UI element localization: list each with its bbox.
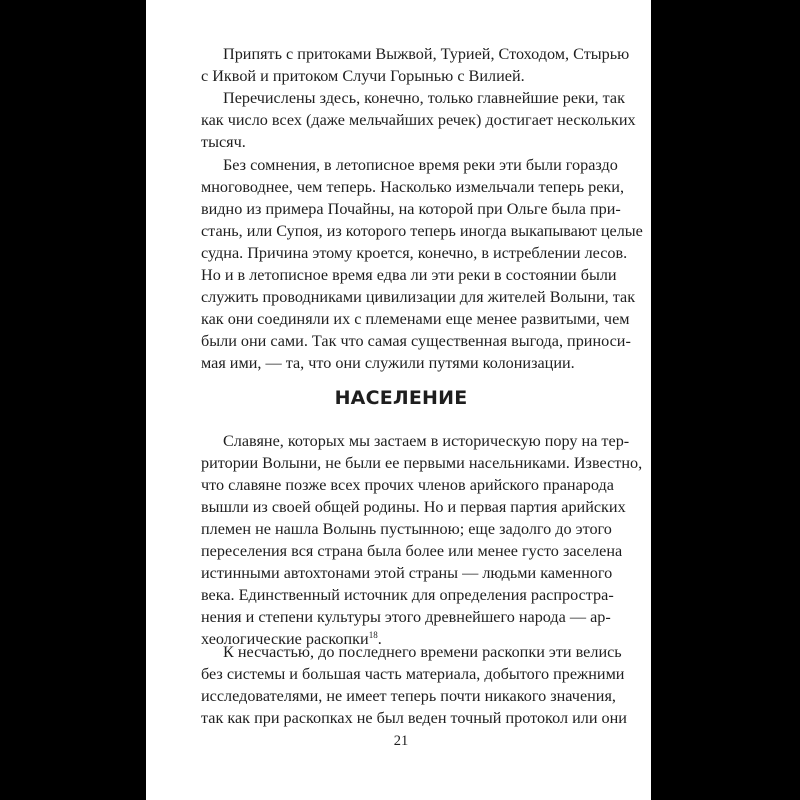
text-line: стань, или Супоя, из которого теперь иногда выкапывают целые	[201, 222, 643, 240]
text-line: Перечислены здесь, конечно, только главнейшие реки, так	[223, 89, 625, 107]
section-heading: НАСЕЛЕНИЕ	[334, 387, 468, 409]
text-line: племен не нашла Волынь пустынною; еще задолго до этого	[201, 520, 612, 538]
text-line: без системы и большая часть материала, добытого прежними	[201, 665, 625, 683]
paragraph-rivers-chronicle	[201, 154, 643, 374]
footnote-reference[interactable]: 18	[368, 630, 378, 640]
text-line: многоводнее, чем теперь. Насколько измельчали теперь реки,	[201, 178, 624, 196]
text-line: мая ими, — та, что они служили путями колонизации.	[201, 354, 575, 372]
text-line-part: .	[377, 630, 382, 648]
text-line: истинными автохтонами этой страны — людьми каменного	[201, 564, 613, 582]
text-line: К несчастью, до последнего времени раскопки эти велись	[223, 643, 622, 661]
text-line: Славяне, которых мы застаем в историческую пору на тер-	[223, 432, 630, 450]
text-line: Без сомнения, в летописное время реки эти были гораздо	[223, 156, 618, 174]
text-line: Но и в летописное время едва ли эти реки в состоянии были	[201, 266, 617, 284]
text-line-part: хеологические раскопки	[201, 630, 369, 648]
text-line: судна. Причина этому кроется, конечно, в истреблении лесов.	[201, 244, 628, 262]
text-line: нения и степени культуры этого древнейшего народа — ар-	[201, 608, 611, 626]
text-line: видно из примера Почайны, на которой при Ольге была при-	[201, 200, 621, 218]
text-line: тысяч.	[201, 133, 246, 151]
paragraph-population	[201, 430, 643, 650]
book-page	[146, 0, 651, 800]
text-line: переселения вся страна была более или менее густо заселена	[201, 542, 623, 560]
text-line: Припять с притоками Выжвой, Турией, Стоходом, Стырью	[223, 45, 630, 63]
paragraph-rivers-continued	[201, 43, 630, 87]
text-line: что славяне позже всех прочих членов арийского пранарода	[201, 476, 614, 494]
text-line: были они сами. Так что самая существенная выгода, приноси-	[201, 332, 631, 350]
paragraph-excavations	[201, 641, 627, 729]
page-number: 21	[393, 733, 409, 749]
text-line: как число всех (даже мельчайших речек) достигает нескольких	[201, 111, 636, 129]
text-line: исследователями, не имеет теперь почти никакого значения,	[201, 687, 616, 705]
text-line: вышли из своей общей родины. Но и первая партия арийских	[201, 498, 626, 516]
text-line: века. Единственный источник для определения распростра-	[201, 586, 614, 604]
text-line: как они соединяли их с племенами еще менее развитыми, чем	[201, 310, 630, 328]
text-line: ритории Волыни, не были ее первыми насельниками. Известно,	[201, 454, 643, 472]
text-line: служить проводниками цивилизации для жителей Волыни, так	[201, 288, 636, 306]
paragraph-rivers-count	[201, 87, 636, 153]
text-line: так как при раскопках не был веден точный протокол или они	[201, 709, 627, 727]
text-line: с Иквой и притоком Случи Горынью с Вилией.	[201, 67, 525, 85]
